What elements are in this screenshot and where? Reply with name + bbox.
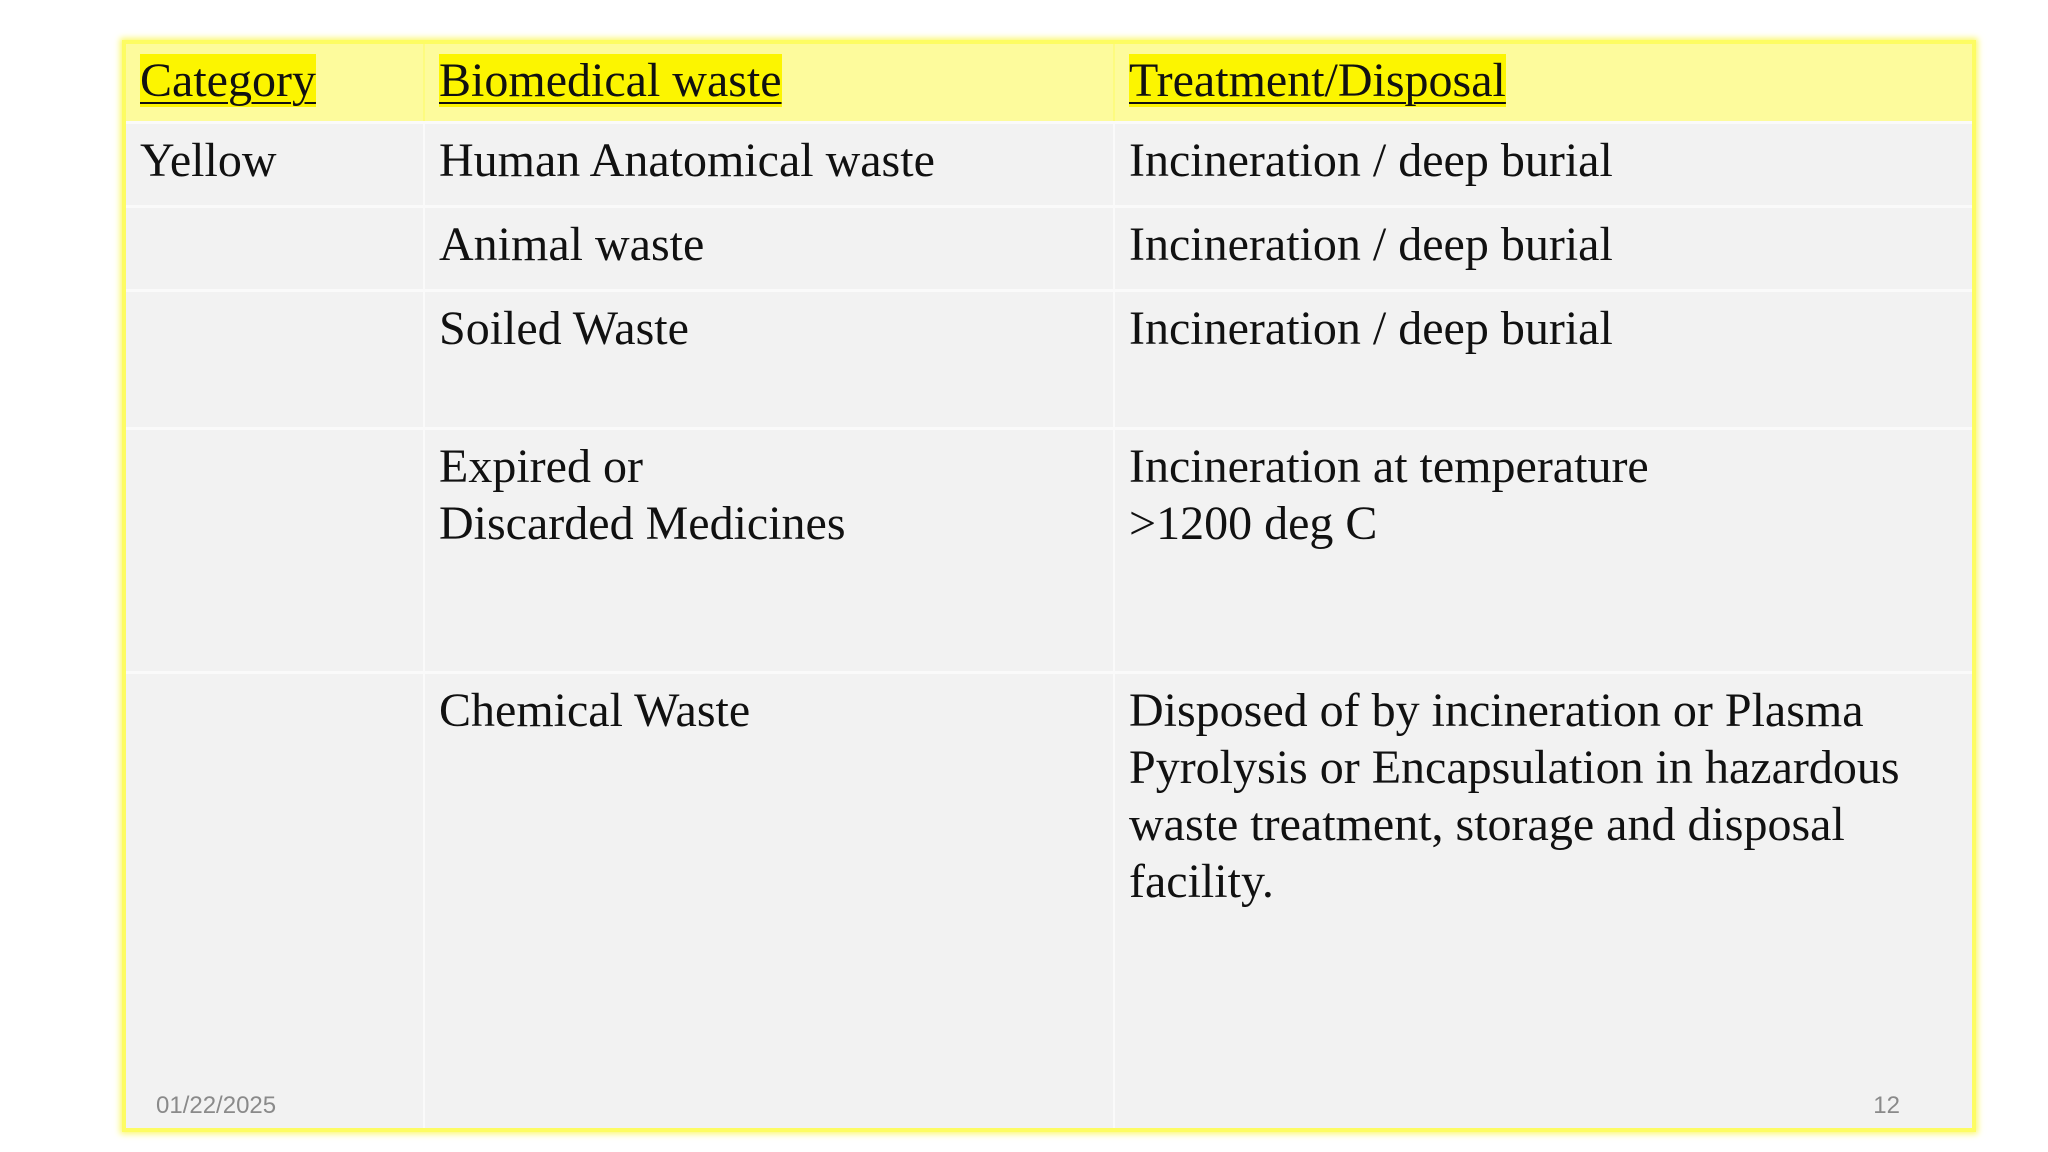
header-biomedical-waste-label: Biomedical waste bbox=[439, 54, 782, 107]
cell-category bbox=[126, 428, 424, 672]
table-frame bbox=[122, 40, 1976, 1132]
footer-date: 01/22/2025 bbox=[156, 1092, 277, 1119]
table-header-row bbox=[126, 44, 1972, 122]
table-row bbox=[126, 428, 1972, 672]
header-category-label: Category bbox=[140, 54, 316, 107]
cell-waste: Animal waste bbox=[424, 206, 1114, 290]
biomedical-waste-table bbox=[126, 44, 1972, 1128]
table-row bbox=[126, 122, 1972, 206]
cell-treatment: Disposed of by incineration or Plasma Pyrolysis or Encapsulation in hazardous waste treatment, storage and disposal facility. bbox=[1114, 672, 1972, 1128]
table-row bbox=[126, 206, 1972, 290]
cell-category bbox=[126, 672, 424, 1128]
cell-waste: Expired or Discarded Medicines bbox=[424, 428, 1114, 672]
cell-waste: Chemical Waste bbox=[424, 672, 1114, 1128]
cell-treatment: Incineration at temperature >1200 deg C bbox=[1114, 428, 1972, 672]
cell-category bbox=[126, 290, 424, 428]
cell-treatment: Incineration / deep burial bbox=[1114, 122, 1972, 206]
cell-category bbox=[126, 206, 424, 290]
header-treatment-disposal-label: Treatment/Disposal bbox=[1129, 54, 1506, 107]
header-biomedical-waste bbox=[424, 44, 1114, 122]
cell-treatment: Incineration / deep burial bbox=[1114, 290, 1972, 428]
slide-number: 12 bbox=[1873, 1092, 1900, 1119]
header-treatment-disposal bbox=[1114, 44, 1972, 122]
cell-waste: Human Anatomical waste bbox=[424, 122, 1114, 206]
cell-category: Yellow bbox=[126, 122, 424, 206]
cell-treatment: Incineration / deep burial bbox=[1114, 206, 1972, 290]
table-row bbox=[126, 672, 1972, 1128]
header-category bbox=[126, 44, 424, 122]
cell-waste: Soiled Waste bbox=[424, 290, 1114, 428]
table-row bbox=[126, 290, 1972, 428]
